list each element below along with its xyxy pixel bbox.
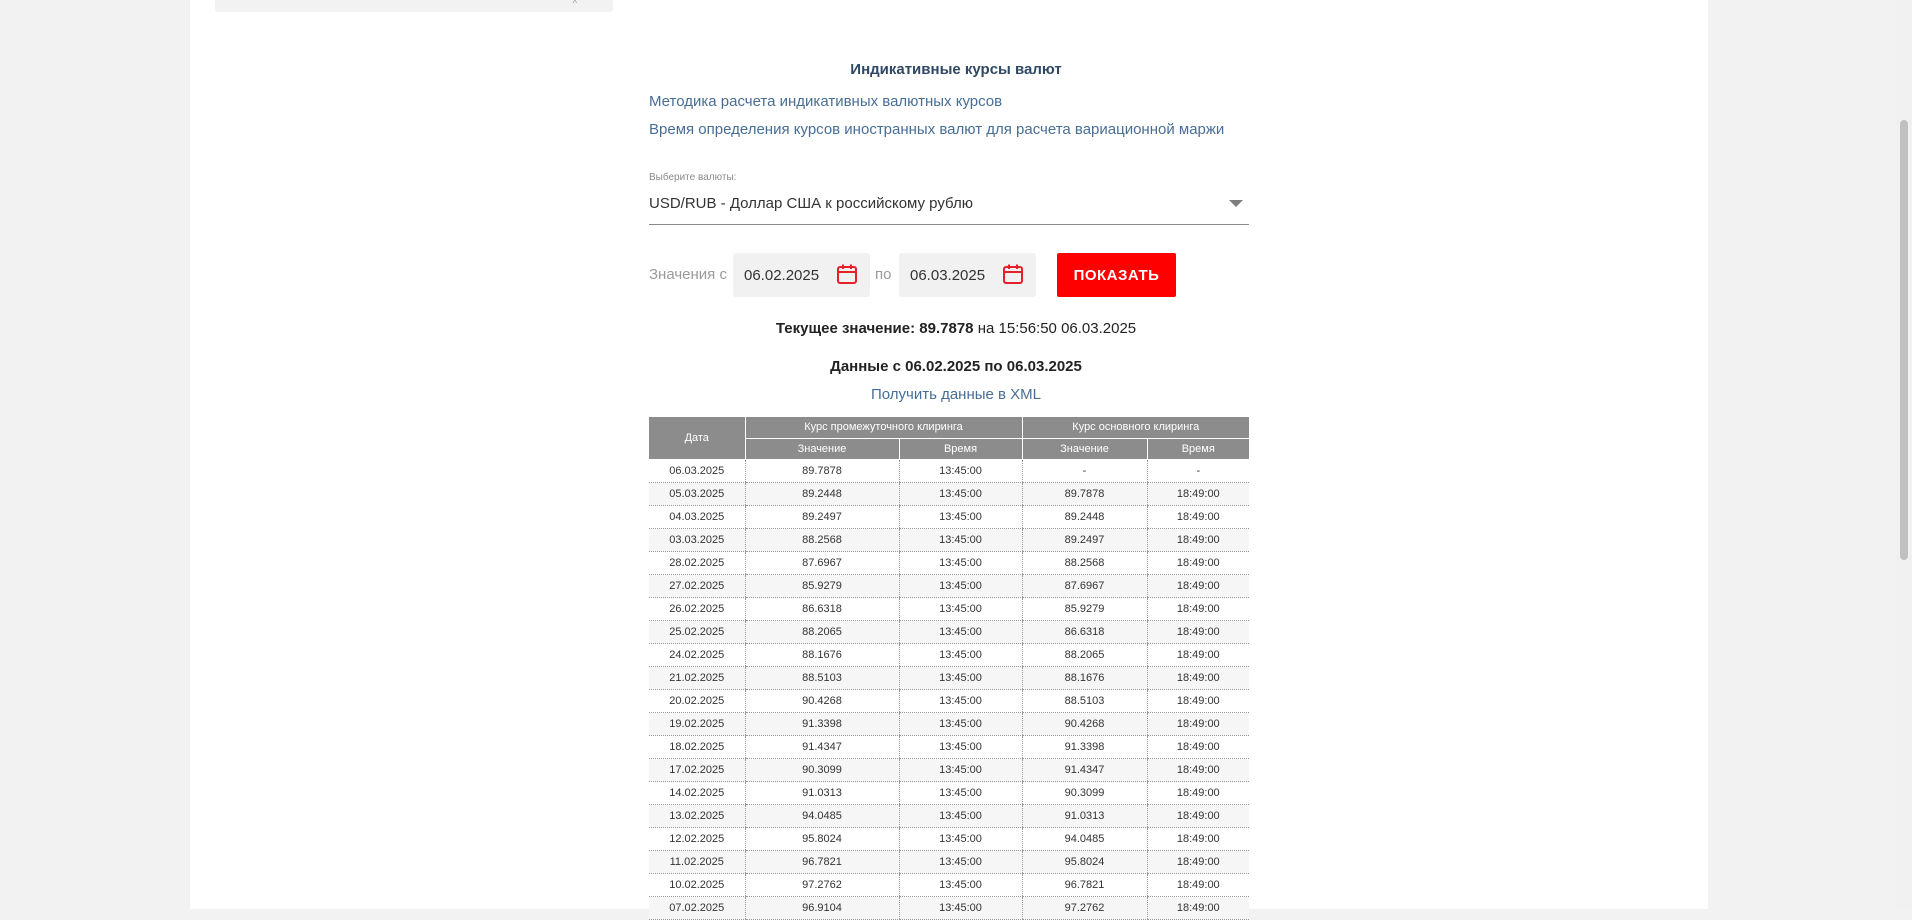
main-time-cell: 18:49:00 bbox=[1147, 851, 1249, 874]
main-value-cell: 85.9279 bbox=[1022, 598, 1147, 621]
main-value-cell: 97.2762 bbox=[1022, 897, 1147, 920]
intermediate-value-cell: 89.2448 bbox=[745, 483, 899, 506]
table-row bbox=[649, 736, 1249, 759]
period-to: 06.03.2025 bbox=[1006, 358, 1082, 375]
intermediate-time-cell: 13:45:00 bbox=[899, 644, 1022, 667]
rates-table bbox=[649, 416, 1249, 920]
table-row bbox=[649, 598, 1249, 621]
date-column-header: Дата bbox=[649, 417, 745, 460]
current-value bbox=[0, 320, 1912, 337]
date-cell: 27.02.2025 bbox=[649, 575, 745, 598]
main-value-cell: - bbox=[1022, 460, 1147, 483]
table-row bbox=[649, 644, 1249, 667]
main-value-cell: 90.4268 bbox=[1022, 713, 1147, 736]
margin-time-link[interactable]: Время определения курсов иностранных валют для расчета вариационной маржи bbox=[649, 121, 1225, 138]
date-cell: 25.02.2025 bbox=[649, 621, 745, 644]
intermediate-time-cell: 13:45:00 bbox=[899, 736, 1022, 759]
xml-link-row bbox=[0, 386, 1912, 403]
intermediate-time-cell: 13:45:00 bbox=[899, 713, 1022, 736]
date-cell: 20.02.2025 bbox=[649, 690, 745, 713]
date-cell: 24.02.2025 bbox=[649, 644, 745, 667]
calendar-icon[interactable] bbox=[1002, 263, 1024, 285]
calendar-icon[interactable] bbox=[836, 263, 858, 285]
main-value-cell: 96.7821 bbox=[1022, 874, 1147, 897]
intermediate-time-cell: 13:45:00 bbox=[899, 782, 1022, 805]
date-cell: 04.03.2025 bbox=[649, 506, 745, 529]
main-time-cell: 18:49:00 bbox=[1147, 621, 1249, 644]
main-time-cell: 18:49:00 bbox=[1147, 598, 1249, 621]
intermediate-value-cell: 94.0485 bbox=[745, 805, 899, 828]
table-row bbox=[649, 621, 1249, 644]
table-row bbox=[649, 759, 1249, 782]
main-time-cell: 18:49:00 bbox=[1147, 552, 1249, 575]
intermediate-clearing-header: Курс промежуточного клиринга bbox=[745, 417, 1022, 439]
left-panel[interactable] bbox=[215, 0, 613, 12]
table-row bbox=[649, 667, 1249, 690]
date-cell: 12.02.2025 bbox=[649, 828, 745, 851]
table-row bbox=[649, 460, 1249, 483]
main-time-cell: 18:49:00 bbox=[1147, 575, 1249, 598]
currency-select-label: Выберите валюты: bbox=[649, 172, 737, 183]
chevron-up-icon[interactable]: ^ bbox=[572, 0, 577, 8]
intermediate-time-cell: 13:45:00 bbox=[899, 690, 1022, 713]
date-cell: 11.02.2025 bbox=[649, 851, 745, 874]
date-cell: 10.02.2025 bbox=[649, 874, 745, 897]
period-to-label: по bbox=[984, 358, 1003, 375]
main-clearing-header: Курс основного клиринга bbox=[1022, 417, 1249, 439]
date-cell: 13.02.2025 bbox=[649, 805, 745, 828]
date-cell: 19.02.2025 bbox=[649, 713, 745, 736]
date-cell: 03.03.2025 bbox=[649, 529, 745, 552]
table-row bbox=[649, 805, 1249, 828]
table-row bbox=[649, 529, 1249, 552]
date-cell: 14.02.2025 bbox=[649, 782, 745, 805]
main-time-cell: 18:49:00 bbox=[1147, 667, 1249, 690]
main-time-cell: 18:49:00 bbox=[1147, 690, 1249, 713]
show-button[interactable]: ПОКАЗАТЬ bbox=[1057, 253, 1176, 297]
main-value-cell: 91.3398 bbox=[1022, 736, 1147, 759]
main-value-cell: 90.3099 bbox=[1022, 782, 1147, 805]
date-cell: 06.03.2025 bbox=[649, 460, 745, 483]
date-cell: 21.02.2025 bbox=[649, 667, 745, 690]
intermediate-time-cell: 13:45:00 bbox=[899, 874, 1022, 897]
intermediate-value-cell: 96.9104 bbox=[745, 897, 899, 920]
intermediate-time-cell: 13:45:00 bbox=[899, 552, 1022, 575]
main-value-cell: 91.4347 bbox=[1022, 759, 1147, 782]
current-at-label: на bbox=[977, 320, 995, 337]
table-row bbox=[649, 552, 1249, 575]
main-value-cell: 89.2497 bbox=[1022, 529, 1147, 552]
date-from-field[interactable] bbox=[733, 253, 870, 297]
main-value-cell: 88.2065 bbox=[1022, 644, 1147, 667]
intermediate-time-cell: 13:45:00 bbox=[899, 828, 1022, 851]
main-value-cell: 95.8024 bbox=[1022, 851, 1147, 874]
intermediate-time-cell: 13:45:00 bbox=[899, 897, 1022, 920]
time-column-header: Время bbox=[1147, 438, 1249, 460]
intermediate-value-cell: 91.0313 bbox=[745, 782, 899, 805]
date-cell: 28.02.2025 bbox=[649, 552, 745, 575]
intermediate-value-cell: 87.6967 bbox=[745, 552, 899, 575]
intermediate-value-cell: 90.4268 bbox=[745, 690, 899, 713]
intermediate-time-cell: 13:45:00 bbox=[899, 575, 1022, 598]
intermediate-value-cell: 88.2568 bbox=[745, 529, 899, 552]
intermediate-value-cell: 97.2762 bbox=[745, 874, 899, 897]
table-row bbox=[649, 506, 1249, 529]
rates-table-body bbox=[649, 460, 1249, 920]
intermediate-time-cell: 13:45:00 bbox=[899, 506, 1022, 529]
date-to-field[interactable] bbox=[899, 253, 1036, 297]
currency-select[interactable] bbox=[649, 186, 1249, 225]
current-value-label: Текущее значение: bbox=[775, 320, 916, 337]
value-column-header: Значение bbox=[745, 438, 899, 460]
scrollbar[interactable] bbox=[1895, 0, 1912, 909]
main-time-cell: 18:49:00 bbox=[1147, 782, 1249, 805]
date-cell: 07.02.2025 bbox=[649, 897, 745, 920]
intermediate-time-cell: 13:45:00 bbox=[899, 529, 1022, 552]
intermediate-time-cell: 13:45:00 bbox=[899, 598, 1022, 621]
table-row bbox=[649, 483, 1249, 506]
table-row bbox=[649, 897, 1249, 920]
intermediate-time-cell: 13:45:00 bbox=[899, 667, 1022, 690]
period-label: Данные с bbox=[830, 358, 901, 375]
main-time-cell: 18:49:00 bbox=[1147, 529, 1249, 552]
intermediate-value-cell: 89.7878 bbox=[745, 460, 899, 483]
intermediate-value-cell: 86.6318 bbox=[745, 598, 899, 621]
date-to-input[interactable] bbox=[899, 253, 1010, 297]
intermediate-value-cell: 88.5103 bbox=[745, 667, 899, 690]
main-value-cell: 88.2568 bbox=[1022, 552, 1147, 575]
table-row bbox=[649, 713, 1249, 736]
main-value-cell: 91.0313 bbox=[1022, 805, 1147, 828]
date-cell: 18.02.2025 bbox=[649, 736, 745, 759]
main-value-cell: 88.5103 bbox=[1022, 690, 1147, 713]
main-time-cell: - bbox=[1147, 460, 1249, 483]
intermediate-value-cell: 89.2497 bbox=[745, 506, 899, 529]
main-value-cell: 88.1676 bbox=[1022, 667, 1147, 690]
date-from-label: Значения с bbox=[649, 266, 727, 283]
main-value-cell: 94.0485 bbox=[1022, 828, 1147, 851]
xml-link[interactable]: Получить данные в XML bbox=[870, 386, 1042, 403]
main-time-cell: 18:49:00 bbox=[1147, 506, 1249, 529]
main-time-cell: 18:49:00 bbox=[1147, 828, 1249, 851]
main-time-cell: 18:49:00 bbox=[1147, 483, 1249, 506]
table-row bbox=[649, 782, 1249, 805]
date-to-label: по bbox=[875, 266, 892, 283]
table-row bbox=[649, 575, 1249, 598]
table-row bbox=[649, 874, 1249, 897]
main-time-cell: 18:49:00 bbox=[1147, 805, 1249, 828]
currency-select-value: USD/RUB - Доллар США к российскому рублю bbox=[649, 195, 973, 212]
value-column-header: Значение bbox=[1022, 438, 1147, 460]
main-time-cell: 18:49:00 bbox=[1147, 713, 1249, 736]
intermediate-value-cell: 91.3398 bbox=[745, 713, 899, 736]
main-value-cell: 89.2448 bbox=[1022, 506, 1147, 529]
intermediate-time-cell: 13:45:00 bbox=[899, 460, 1022, 483]
intermediate-value-cell: 90.3099 bbox=[745, 759, 899, 782]
main-time-cell: 18:49:00 bbox=[1147, 736, 1249, 759]
intermediate-time-cell: 13:45:00 bbox=[899, 759, 1022, 782]
table-row bbox=[649, 851, 1249, 874]
intermediate-value-cell: 88.1676 bbox=[745, 644, 899, 667]
date-from-input[interactable] bbox=[733, 253, 844, 297]
page-title: Индикативные курсы валют bbox=[850, 61, 1062, 78]
intermediate-time-cell: 13:45:00 bbox=[899, 483, 1022, 506]
intermediate-value-cell: 96.7821 bbox=[745, 851, 899, 874]
main-time-cell: 18:49:00 bbox=[1147, 897, 1249, 920]
intermediate-time-cell: 13:45:00 bbox=[899, 805, 1022, 828]
date-cell: 05.03.2025 bbox=[649, 483, 745, 506]
date-cell: 26.02.2025 bbox=[649, 598, 745, 621]
intermediate-time-cell: 13:45:00 bbox=[899, 621, 1022, 644]
period-heading bbox=[0, 358, 1912, 375]
intermediate-value-cell: 95.8024 bbox=[745, 828, 899, 851]
current-value-number: 89.7878 bbox=[919, 320, 974, 337]
main-time-cell: 18:49:00 bbox=[1147, 644, 1249, 667]
time-column-header: Время bbox=[899, 438, 1022, 460]
main-value-cell: 87.6967 bbox=[1022, 575, 1147, 598]
main-value-cell: 89.7878 bbox=[1022, 483, 1147, 506]
main-value-cell: 86.6318 bbox=[1022, 621, 1147, 644]
intermediate-value-cell: 91.4347 bbox=[745, 736, 899, 759]
current-timestamp: 15:56:50 06.03.2025 bbox=[998, 320, 1137, 337]
main-time-cell: 18:49:00 bbox=[1147, 759, 1249, 782]
methodology-link[interactable]: Методика расчета индикативных валютных курсов bbox=[649, 93, 1003, 110]
intermediate-value-cell: 88.2065 bbox=[745, 621, 899, 644]
scrollbar-thumb[interactable] bbox=[1900, 120, 1908, 560]
period-from: 06.02.2025 bbox=[905, 358, 981, 375]
date-cell: 17.02.2025 bbox=[649, 759, 745, 782]
table-row bbox=[649, 828, 1249, 851]
table-row bbox=[649, 690, 1249, 713]
intermediate-time-cell: 13:45:00 bbox=[899, 851, 1022, 874]
caret-down-icon[interactable] bbox=[1229, 200, 1243, 207]
intermediate-value-cell: 85.9279 bbox=[745, 575, 899, 598]
main-time-cell: 18:49:00 bbox=[1147, 874, 1249, 897]
